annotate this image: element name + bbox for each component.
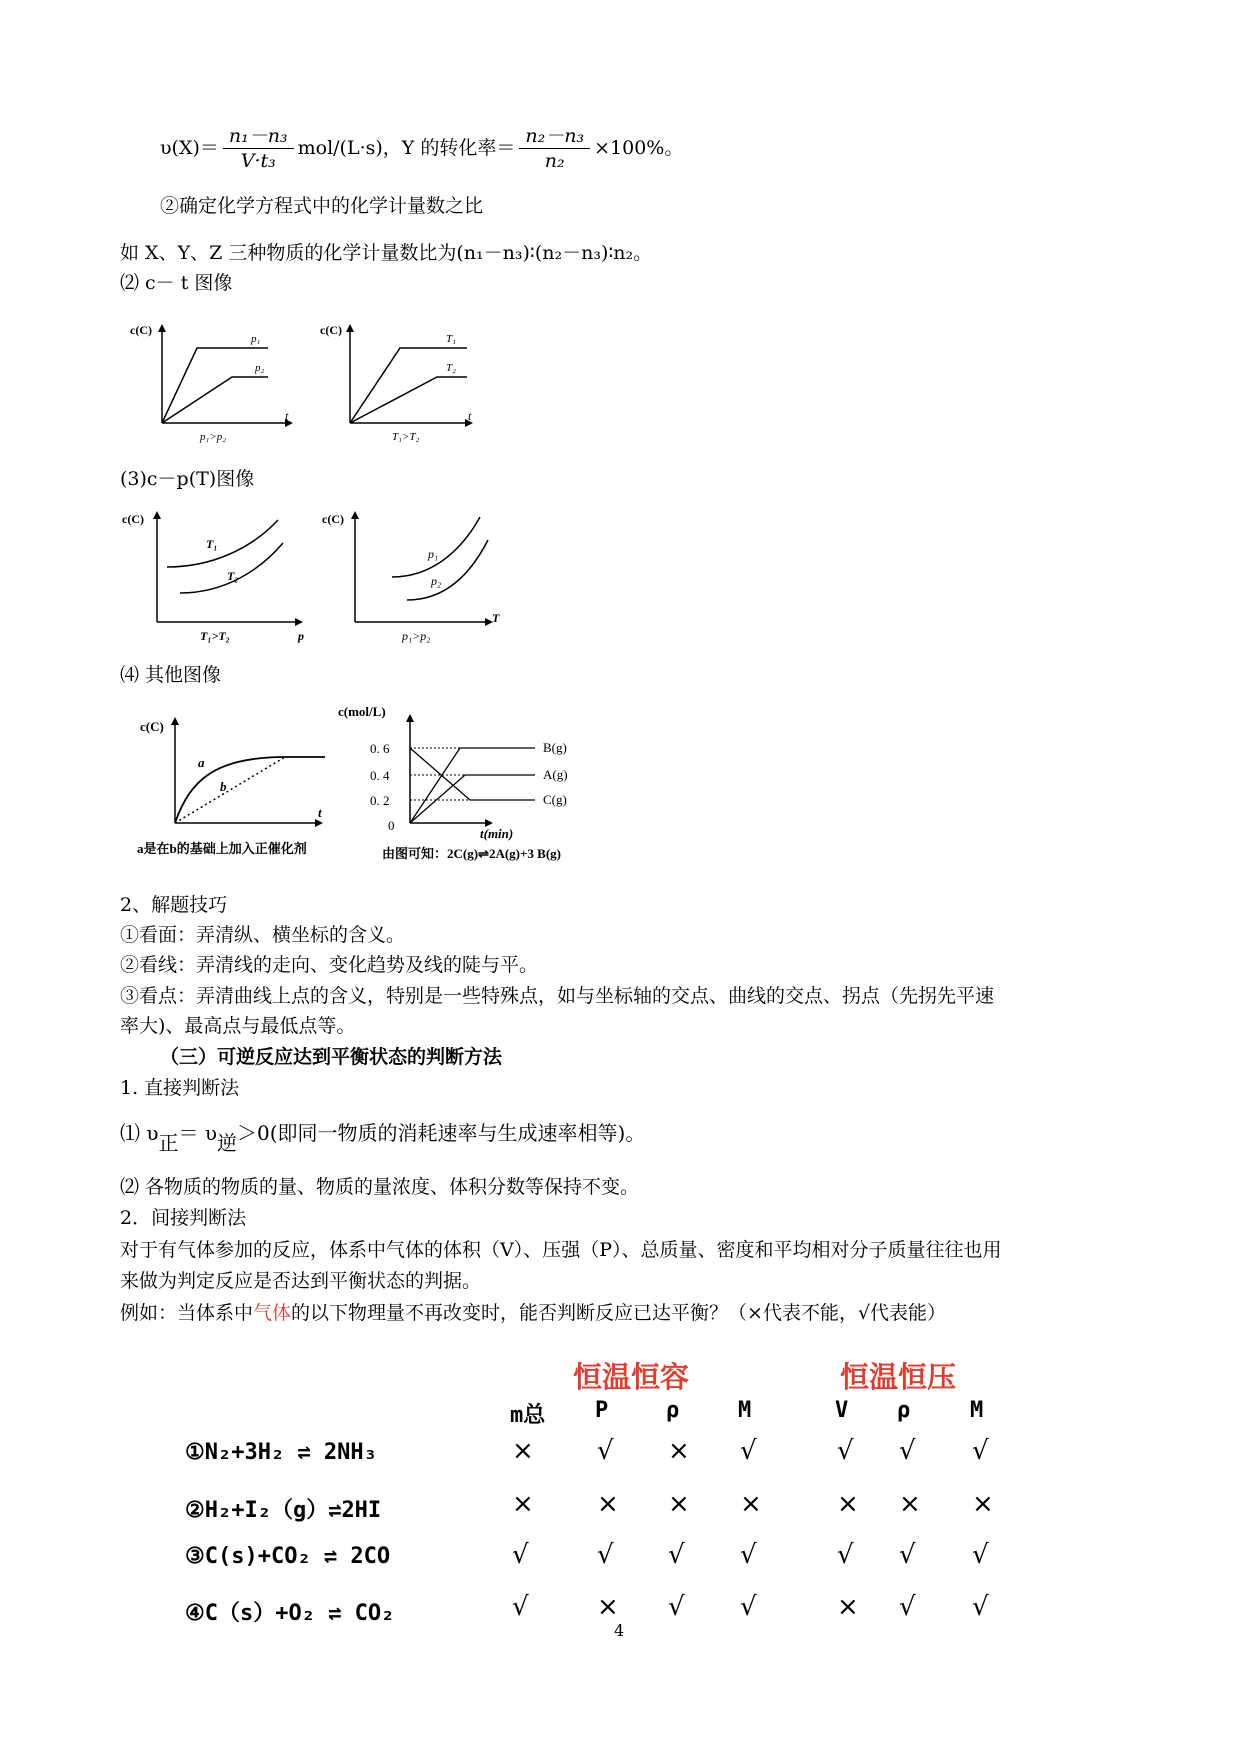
table-mark: √: [597, 1540, 614, 1570]
fraction-rate-numerator: n₁－n₃: [223, 124, 294, 149]
d2-part-c: ＞0(即同一物质的消耗速率与生成速率相等)。: [237, 1121, 646, 1145]
table-mark: ×: [837, 1489, 859, 1519]
graph-c-T: [320, 505, 510, 645]
table-header-6: M: [970, 1398, 984, 1423]
graph-catalyst: [135, 705, 350, 860]
graph-concentration-time: [330, 700, 630, 865]
g2-caption: T₁>T₂: [392, 431, 420, 443]
heading-techniques: 2、解题技巧: [120, 894, 228, 916]
indirect-method-desc: 对于有气体参加的反应，体系中气体的体积（V）、压强（P）、总质量、密度和平均相对分子质量往往也用: [120, 1239, 1002, 1261]
table-mark: ×: [512, 1436, 534, 1466]
g6-origin: 0: [388, 818, 395, 833]
rate-formula: [160, 118, 683, 178]
group-const-tp: 恒温恒压: [840, 1360, 957, 1394]
g1-label-p2: p₂: [255, 362, 265, 374]
g6-tick-04: 0. 4: [370, 768, 390, 783]
reaction-equation: ②H₂+I₂（g）⇌2HI: [185, 1498, 382, 1523]
g4-label-p2: p₂: [431, 574, 442, 588]
table-mark: ×: [668, 1489, 690, 1519]
g4-ylabel: c(C): [322, 512, 344, 526]
table-header-0: m总: [510, 1403, 546, 1428]
g4-caption: p₁>p₂: [402, 629, 431, 643]
fraction-conversion-numerator: n₂－n₃: [519, 124, 590, 149]
g5-xlabel: t: [318, 805, 322, 820]
example-gas-highlight: 气体: [253, 1302, 292, 1324]
heading-ct-graph: ⑵ c－ t 图像: [120, 272, 233, 294]
d2-sub-forward: 正: [158, 1131, 179, 1155]
table-mark: √: [740, 1540, 757, 1570]
g1-xlabel: t: [285, 409, 289, 423]
example-part-a: 例如：当体系中: [120, 1302, 254, 1324]
g2-xlabel: t: [468, 409, 472, 423]
formula-lhs: υ(X)＝: [160, 137, 219, 159]
formula-unit: mol/(L·s)，Y 的转化率＝: [297, 137, 516, 159]
table-mark: ×: [972, 1489, 994, 1519]
table-mark: √: [972, 1540, 989, 1570]
table-mark: √: [668, 1540, 685, 1570]
table-header-5: ρ: [897, 1398, 911, 1423]
g5-label-b: b: [220, 779, 227, 794]
table-mark: √: [972, 1592, 989, 1622]
table-mark: √: [597, 1436, 614, 1466]
table-mark: √: [512, 1592, 529, 1622]
g5-ylabel: c(C): [140, 719, 164, 734]
fraction-conversion: [519, 124, 590, 173]
example-part-b: 的以下物理量不再改变时，能否判断反应已达平衡？（×代表不能，√代表能）: [291, 1302, 947, 1324]
table-mark: √: [899, 1592, 916, 1622]
g6-label-A: A(g): [543, 767, 568, 782]
direct-method-heading: 1. 直接判断法: [120, 1077, 240, 1099]
graph-c-t-temperature: [320, 320, 480, 445]
reaction-equation: ③C(s)+CO₂ ⇌ 2CO: [185, 1544, 391, 1569]
g6-tick-02: 0. 2: [370, 793, 390, 808]
indirect-method-heading: 2．间接判断法: [120, 1207, 247, 1229]
technique-3-cont: 率大)、最高点与最低点等。: [120, 1015, 356, 1037]
heading-other-graphs: ⑷ 其他图像: [120, 664, 222, 686]
table-mark: √: [837, 1540, 854, 1570]
graph-c-t-pressure: [125, 320, 300, 445]
technique-3: ③看点：弄清曲线上点的含义，特别是一些特殊点，如与坐标轴的交点、曲线的交点、拐点（先拐先平速: [120, 985, 995, 1007]
table-mark: ×: [740, 1489, 762, 1519]
table-mark: ×: [512, 1489, 534, 1519]
table-mark: √: [740, 1436, 757, 1466]
g6-ylabel: c(mol/L): [338, 704, 386, 719]
table-mark: ×: [597, 1592, 619, 1622]
direct-method-1: [120, 1120, 645, 1156]
g1-label-p1: p₁: [251, 333, 261, 345]
table-header-3: M: [738, 1398, 752, 1423]
table-header-1: P: [595, 1398, 609, 1423]
fraction-conversion-denominator: n₂: [544, 149, 565, 172]
section-heading-equilibrium: （三）可逆反应达到平衡状态的判断方法: [160, 1046, 503, 1068]
direct-method-2: ⑵ 各物质的物质的量、物质的量浓度、体积分数等保持不变。: [120, 1176, 640, 1198]
g6-xlabel: t(min): [480, 826, 514, 841]
g3-xlabel: p: [298, 629, 304, 643]
d2-part-b: ＝ υ: [178, 1121, 218, 1145]
indirect-method-desc-cont: 来做为判定反应是否达到平衡状态的判据。: [120, 1270, 482, 1292]
table-mark: √: [837, 1436, 854, 1466]
table-header-4: V: [835, 1398, 849, 1423]
g3-label-t2: T₂: [227, 569, 239, 583]
fraction-rate-denominator: V·t₃: [240, 149, 276, 172]
table-mark: √: [899, 1436, 916, 1466]
table-mark: √: [512, 1540, 529, 1570]
g2-label-t2: T₂: [446, 362, 456, 374]
fraction-rate: [223, 124, 294, 173]
table-mark: ×: [899, 1489, 921, 1519]
table-mark: ×: [597, 1489, 619, 1519]
table-header-2: ρ: [666, 1398, 680, 1423]
table-mark: √: [899, 1540, 916, 1570]
group-const-tv: 恒温恒容: [573, 1360, 690, 1394]
g3-caption: T₁>T₂: [200, 629, 230, 643]
table-mark: √: [740, 1592, 757, 1622]
table-mark: √: [972, 1436, 989, 1466]
d2-sub-reverse: 逆: [217, 1131, 238, 1155]
technique-2: ②看线：弄清线的走向、变化趋势及线的陡与平。: [120, 954, 539, 976]
graph-c-p: [120, 505, 320, 645]
heading-cp-graph: (3)c－p(T)图像: [120, 468, 255, 490]
g6-tick-06: 0. 6: [370, 741, 390, 756]
g2-label-t1: T₁: [446, 333, 456, 345]
table-mark: ×: [668, 1436, 690, 1466]
g6-label-C: C(g): [543, 792, 567, 807]
d2-part-a: ⑴ υ: [120, 1121, 159, 1145]
g4-xlabel: T: [492, 611, 500, 625]
reaction-equation: ④C（s）+O₂ ⇌ CO₂: [185, 1601, 395, 1626]
g4-label-p1: p₁: [428, 547, 439, 561]
table-mark: ×: [837, 1592, 859, 1622]
formula-tail: ×100%。: [594, 137, 684, 159]
g2-ylabel: c(C): [320, 323, 342, 337]
g6-label-B: B(g): [543, 740, 567, 755]
line-stoich-ratio: ②确定化学方程式中的化学计量数之比: [160, 195, 484, 217]
example-line: [120, 1300, 946, 1326]
g1-caption: p₁>p₂: [200, 431, 227, 443]
g6-caption: 由图可知：2C(g)⇌2A(g)+3 B(g): [382, 846, 561, 861]
g5-caption: a是在b的基础上加入正催化剂: [137, 841, 307, 856]
g1-ylabel: c(C): [130, 323, 152, 337]
technique-1: ①看面：弄清纵、横坐标的含义。: [120, 924, 406, 946]
g3-label-t1: T₁: [206, 537, 218, 551]
g5-label-a: a: [198, 755, 205, 770]
table-mark: √: [668, 1592, 685, 1622]
line-ratio-example: 如 X、Y、Z 三种物质的化学计量数比为(n₁－n₃)∶(n₂－n₃)∶n₂。: [120, 242, 653, 264]
reaction-equation: ①N₂+3H₂ ⇌ 2NH₃: [185, 1440, 377, 1465]
page-number: 4: [614, 1621, 625, 1640]
g3-ylabel: c(C): [122, 512, 144, 526]
